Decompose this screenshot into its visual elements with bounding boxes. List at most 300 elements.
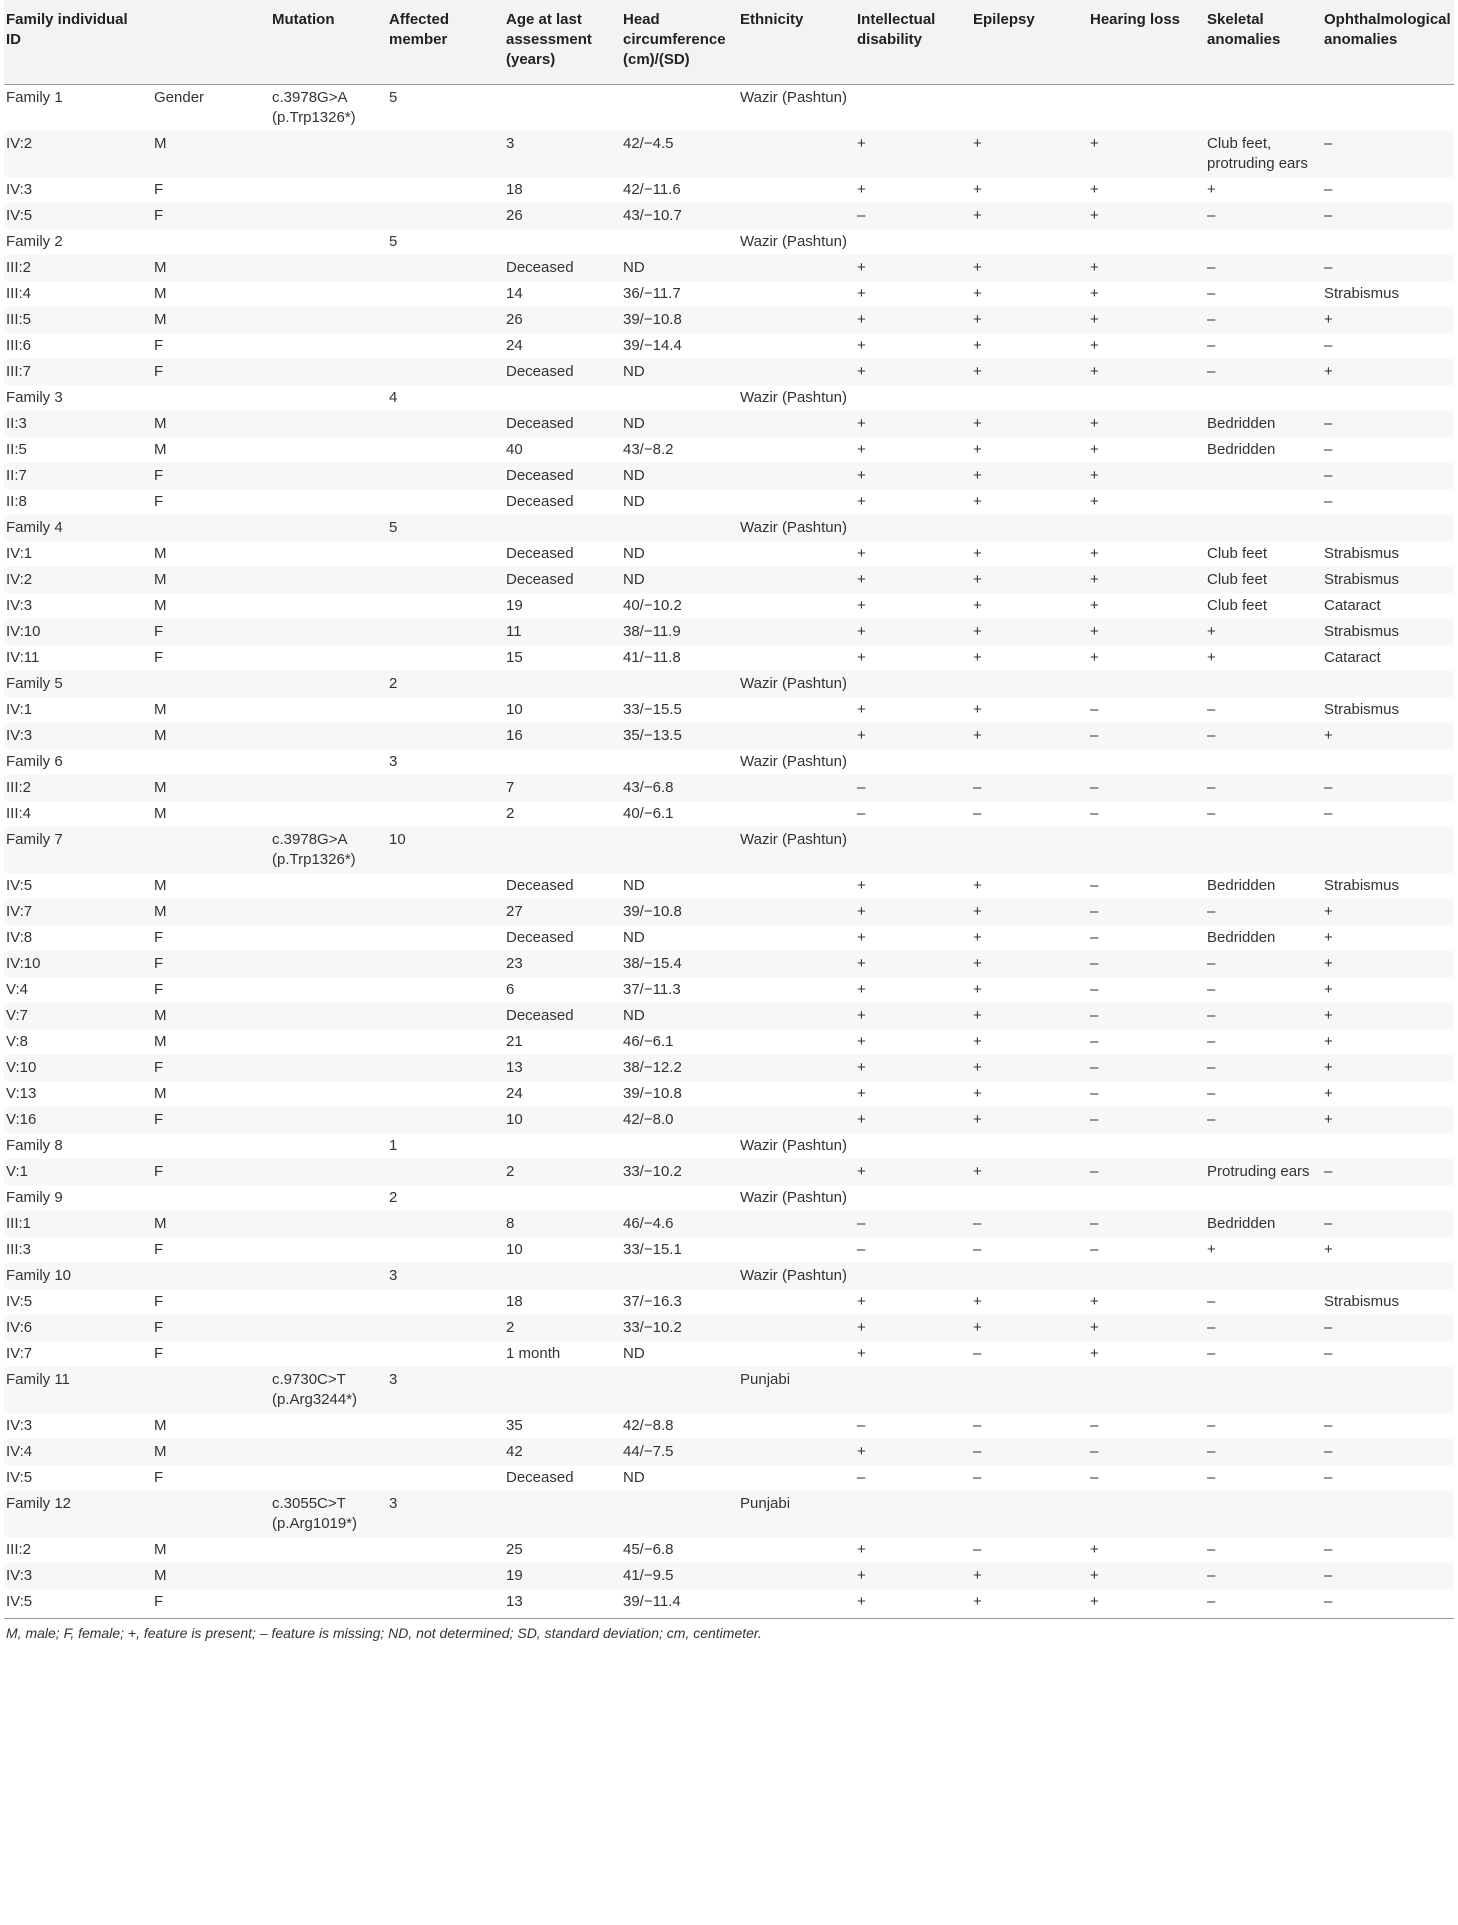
table-cell (152, 515, 270, 541)
table-cell: – (1090, 981, 1099, 998)
table-cell (387, 1003, 504, 1029)
column-header: Affected member (387, 0, 504, 85)
table-row (4, 1289, 1454, 1315)
table-cell: + (855, 131, 971, 177)
table-cell: + (971, 723, 1088, 749)
table-cell: F (152, 1315, 270, 1341)
table-cell: – (1322, 255, 1454, 281)
table-cell (270, 385, 387, 411)
table-cell: + (857, 1541, 866, 1558)
table-cell (152, 671, 270, 697)
table-cell (270, 899, 387, 925)
table-cell: IV:10 (4, 951, 152, 977)
table-cell: – (1090, 1417, 1099, 1434)
table-cell (387, 1537, 504, 1563)
table-row (4, 1315, 1454, 1341)
table-cell: Family 2 (6, 233, 63, 250)
table-cell: 35/−13.5 (621, 723, 738, 749)
table-cell (387, 1315, 504, 1341)
table-cell (738, 1589, 855, 1619)
table-cell: Deceased (506, 545, 574, 562)
table-cell (855, 749, 971, 775)
table-cell: V:10 (4, 1055, 152, 1081)
table-cell: 41/−9.5 (621, 1563, 738, 1589)
table-cell: Deceased (504, 1003, 621, 1029)
table-cell (270, 1133, 387, 1159)
table-cell: + (1322, 1107, 1454, 1133)
table-cell: ND (623, 545, 645, 562)
table-cell: + (1090, 493, 1099, 510)
table-cell (387, 281, 504, 307)
table-cell: c.9730C>T (p.Arg3244*) (270, 1367, 387, 1413)
table-cell: M (154, 441, 167, 458)
table-cell: IV:3 (6, 1417, 33, 1434)
table-cell (1322, 749, 1454, 775)
table-cell (387, 1055, 504, 1081)
table-cell (738, 307, 855, 333)
table-cell: + (1322, 951, 1454, 977)
table-cell (1205, 1367, 1322, 1413)
column-header: Ophthalmological anomalies (1322, 0, 1454, 85)
table-cell (1205, 1133, 1322, 1159)
table-cell: F (154, 929, 164, 946)
table-cell (1322, 1263, 1454, 1289)
table-cell: + (971, 359, 1088, 385)
table-cell: + (973, 337, 982, 354)
table-cell: 46/−4.6 (621, 1211, 738, 1237)
table-cell (1088, 1491, 1205, 1537)
table-cell (738, 1413, 855, 1439)
table-cell: – (1207, 1085, 1216, 1102)
table-cell: – (1205, 951, 1322, 977)
table-cell (1088, 1185, 1205, 1211)
table-cell: 6 (506, 981, 515, 998)
table-cell: Family 12 (4, 1491, 152, 1537)
table-cell: + (971, 463, 1088, 489)
table-cell: ND (623, 929, 645, 946)
table-cell: + (857, 1345, 866, 1362)
table-cell: – (1090, 1033, 1099, 1050)
table-cell: Deceased (506, 493, 574, 510)
table-cell: 10 (506, 701, 523, 718)
table-cell (738, 1107, 855, 1133)
table-cell (387, 255, 504, 281)
table-cell: 1 (389, 1137, 398, 1154)
table-cell (387, 203, 504, 229)
table-row (4, 977, 1454, 1003)
table-cell: ND (623, 877, 645, 894)
table-cell: + (1322, 359, 1454, 385)
table-cell: M (152, 1211, 270, 1237)
table-cell: 39/−11.4 (621, 1589, 738, 1619)
table-cell (270, 1537, 387, 1563)
table-cell: – (1205, 1439, 1322, 1465)
table-cell (971, 1491, 1088, 1537)
table-cell: 37/−11.3 (623, 981, 681, 998)
table-cell: ND (623, 1469, 645, 1486)
table-cell (738, 567, 855, 593)
table-cell (387, 1563, 504, 1589)
table-cell: + (855, 567, 971, 593)
table-cell: Strabismus (1324, 877, 1400, 894)
table-cell: 3 (387, 1263, 504, 1289)
table-cell: F (152, 951, 270, 977)
table-cell (971, 1185, 1088, 1211)
table-cell: ND (621, 463, 738, 489)
table-cell: + (857, 701, 866, 718)
table-cell: Punjabi (738, 1491, 855, 1537)
table-cell (270, 567, 387, 593)
table-cell: – (1322, 1315, 1454, 1341)
table-cell: Deceased (504, 567, 621, 593)
table-cell: F (152, 1055, 270, 1081)
table-cell: + (971, 1315, 1088, 1341)
table-header-row (4, 0, 1454, 85)
table-cell (1088, 385, 1205, 411)
table-cell: Deceased (506, 877, 574, 894)
table-cell: Family 9 (6, 1189, 63, 1206)
table-cell (270, 229, 387, 255)
table-row (4, 1341, 1454, 1367)
table-cell (387, 1413, 504, 1439)
table-cell: 43/−6.8 (621, 775, 738, 801)
table-cell: Wazir (Pashtun) (740, 1189, 847, 1206)
table-cell: + (855, 1589, 971, 1619)
table-cell: + (1088, 1589, 1205, 1619)
table-cell: V:13 (6, 1085, 37, 1102)
table-row (4, 1055, 1454, 1081)
table-cell (971, 749, 1088, 775)
table-cell: + (855, 411, 971, 437)
table-cell: Strabismus (1324, 545, 1400, 562)
table-cell: 40 (506, 441, 523, 458)
table-cell: + (971, 1055, 1088, 1081)
table-cell: ND (621, 567, 738, 593)
table-cell (738, 281, 855, 307)
table-cell (738, 697, 855, 723)
table-cell (387, 541, 504, 567)
table-cell: + (855, 1003, 971, 1029)
table-cell (738, 1029, 855, 1055)
table-cell (621, 85, 738, 132)
table-cell: + (1322, 899, 1454, 925)
clinical-features-table (4, 0, 1454, 1619)
table-cell: – (1207, 285, 1216, 302)
table-cell: + (973, 1033, 982, 1050)
table-cell: – (1322, 1589, 1454, 1619)
table-cell: – (857, 1241, 866, 1258)
table-cell: 3 (387, 1491, 504, 1537)
table-row (4, 1211, 1454, 1237)
table-cell: 2 (504, 1315, 621, 1341)
table-cell: + (973, 1293, 982, 1310)
table-cell (152, 1185, 270, 1211)
table-cell: – (1205, 1315, 1322, 1341)
table-cell: 2 (506, 805, 515, 822)
table-cell (855, 515, 971, 541)
table-cell: II:8 (6, 493, 27, 510)
table-cell: + (1324, 1033, 1333, 1050)
table-cell (738, 1537, 855, 1563)
table-cell: M (154, 805, 167, 822)
column-header: Age at last assessment (years) (504, 0, 621, 85)
table-cell: 36/−11.7 (623, 285, 681, 302)
table-cell: – (1090, 877, 1099, 894)
table-cell: – (1207, 1469, 1216, 1486)
table-cell (738, 177, 855, 203)
table-row (4, 749, 1454, 775)
table-cell: – (1207, 1345, 1216, 1362)
table-cell: + (855, 1159, 971, 1185)
table-cell (738, 463, 855, 489)
table-row (4, 203, 1454, 229)
table-cell: + (973, 545, 982, 562)
table-cell: + (857, 981, 866, 998)
table-cell (387, 619, 504, 645)
table-cell: + (857, 337, 866, 354)
table-cell: Wazir (Pashtun) (738, 827, 855, 873)
table-cell (270, 645, 387, 671)
table-cell: – (1322, 463, 1454, 489)
table-cell: 5 (387, 515, 504, 541)
table-cell: + (857, 285, 866, 302)
table-cell: – (1322, 1439, 1454, 1465)
table-cell (1205, 489, 1322, 515)
table-cell: Bedridden (1205, 411, 1322, 437)
table-cell: Family 5 (4, 671, 152, 697)
table-cell: IV:7 (4, 899, 152, 925)
table-cell: – (1088, 1159, 1205, 1185)
table-cell (1205, 229, 1322, 255)
table-cell (1205, 1263, 1322, 1289)
table-cell: Wazir (Pashtun) (740, 89, 847, 106)
table-cell: F (152, 203, 270, 229)
table-cell (387, 567, 504, 593)
table-cell: 39/−10.8 (621, 307, 738, 333)
table-cell: 33/−10.2 (621, 1159, 738, 1185)
table-row (4, 567, 1454, 593)
table-cell (1088, 1263, 1205, 1289)
table-cell: – (857, 805, 866, 822)
table-cell: – (971, 1439, 1088, 1465)
table-cell: Bedridden (1205, 1211, 1322, 1237)
table-cell: – (1324, 805, 1333, 822)
table-cell (621, 671, 738, 697)
table-cell (270, 925, 387, 951)
table-cell: IV:3 (4, 1563, 152, 1589)
table-row (4, 951, 1454, 977)
table-cell: Deceased (506, 1469, 574, 1486)
table-cell: M (152, 567, 270, 593)
table-cell: Strabismus (1324, 1293, 1400, 1310)
table-cell: + (973, 1085, 982, 1102)
table-cell: M (152, 131, 270, 177)
table-cell: 19 (506, 597, 523, 614)
table-cell: + (973, 701, 982, 718)
table-row (4, 1589, 1454, 1619)
table-cell: – (1207, 981, 1216, 998)
table-cell: + (971, 951, 1088, 977)
table-cell: – (855, 775, 971, 801)
table-cell: – (1090, 701, 1099, 718)
table-cell (738, 645, 855, 671)
table-cell: V:7 (4, 1003, 152, 1029)
table-cell: + (857, 181, 866, 198)
table-cell: – (1205, 1003, 1322, 1029)
table-cell: – (1088, 1055, 1205, 1081)
table-cell (387, 437, 504, 463)
table-cell (504, 1367, 621, 1413)
table-cell: + (855, 1315, 971, 1341)
table-cell: 33/−10.2 (621, 1315, 738, 1341)
table-cell (1088, 1367, 1205, 1413)
table-cell: + (973, 597, 982, 614)
table-cell: + (1324, 981, 1333, 998)
table-cell (738, 873, 855, 899)
table-cell: Bedridden (1207, 929, 1276, 946)
table-cell: + (1088, 619, 1205, 645)
table-cell: + (971, 307, 1088, 333)
table-cell (270, 1263, 387, 1289)
table-cell: + (1324, 1085, 1333, 1102)
table-cell: 21 (506, 1033, 523, 1050)
table-cell: + (1090, 337, 1099, 354)
table-cell (504, 827, 621, 873)
table-cell: 3 (387, 1367, 504, 1413)
table-cell: 2 (387, 671, 504, 697)
table-cell: – (1324, 181, 1333, 198)
table-cell (1205, 85, 1322, 132)
table-cell (270, 951, 387, 977)
table-cell: + (855, 1107, 971, 1133)
table-cell: M (154, 597, 167, 614)
table-cell (738, 1081, 855, 1107)
table-cell (738, 255, 855, 281)
table-cell: Wazir (Pashtun) (740, 233, 847, 250)
table-row (4, 333, 1454, 359)
table-cell (1322, 515, 1454, 541)
table-cell: 18 (506, 1293, 523, 1310)
table-cell (270, 1081, 387, 1107)
table-cell: V:16 (4, 1107, 152, 1133)
table-cell: 38/−11.9 (621, 619, 738, 645)
table-cell (621, 1263, 738, 1289)
table-cell: M (152, 255, 270, 281)
table-cell: Protruding ears (1205, 1159, 1322, 1185)
table-cell (387, 723, 504, 749)
table-cell (1088, 671, 1205, 697)
table-row (4, 899, 1454, 925)
table-cell: – (1205, 203, 1322, 229)
table-cell: IV:5 (4, 203, 152, 229)
table-cell (387, 593, 504, 619)
table-cell: – (1324, 441, 1333, 458)
table-cell: c.3978G>A (p.Trp1326*) (272, 89, 356, 126)
table-cell: 5 (389, 233, 398, 250)
table-cell: – (1205, 1589, 1322, 1619)
table-row (4, 1029, 1454, 1055)
table-row (4, 411, 1454, 437)
table-cell: + (855, 1055, 971, 1081)
table-cell (270, 437, 387, 463)
table-cell (1322, 1185, 1454, 1211)
table-cell: 42/−8.0 (621, 1107, 738, 1133)
table-cell: – (1322, 411, 1454, 437)
table-cell: + (855, 723, 971, 749)
table-cell: Family 6 (6, 753, 63, 770)
table-cell: + (1090, 597, 1099, 614)
table-cell: + (855, 255, 971, 281)
table-cell: III:4 (6, 285, 32, 302)
table-cell (387, 489, 504, 515)
table-cell: Club feet (1205, 567, 1322, 593)
table-cell: – (1088, 951, 1205, 977)
table-cell (738, 1055, 855, 1081)
table-cell: IV:5 (6, 1293, 33, 1310)
table-cell: 2 (389, 1189, 398, 1206)
table-cell (387, 463, 504, 489)
table-cell (738, 977, 855, 1003)
table-cell: – (1090, 1469, 1099, 1486)
table-cell: IV:1 (6, 701, 33, 718)
table-cell (270, 619, 387, 645)
table-cell: 45/−6.8 (623, 1541, 674, 1558)
table-cell: M (152, 723, 270, 749)
table-cell (270, 1237, 387, 1263)
table-cell: 16 (504, 723, 621, 749)
table-cell: Punjabi (738, 1367, 855, 1413)
table-cell (738, 951, 855, 977)
table-row (4, 645, 1454, 671)
table-cell (855, 85, 971, 132)
table-cell: F (152, 1589, 270, 1619)
table-cell: M (152, 1563, 270, 1589)
table-row (4, 463, 1454, 489)
table-cell: – (1207, 1293, 1216, 1310)
table-cell (971, 515, 1088, 541)
table-cell (270, 977, 387, 1003)
table-cell (971, 671, 1088, 697)
table-cell (738, 489, 855, 515)
table-cell: + (973, 981, 982, 998)
table-cell: + (1090, 181, 1099, 198)
table-cell: III:1 (4, 1211, 152, 1237)
table-cell (270, 1107, 387, 1133)
table-cell: + (1088, 1563, 1205, 1589)
table-cell: – (1322, 1211, 1454, 1237)
table-cell: F (154, 981, 164, 998)
table-cell: M (154, 1033, 167, 1050)
table-cell (504, 749, 621, 775)
table-cell (152, 1133, 270, 1159)
table-cell: 25 (506, 1541, 523, 1558)
table-cell (738, 203, 855, 229)
table-cell (1088, 229, 1205, 255)
table-cell (1322, 1367, 1454, 1413)
table-cell (387, 1439, 504, 1465)
table-cell: – (1090, 929, 1099, 946)
table-cell: Wazir (Pashtun) (740, 389, 847, 406)
table-cell (504, 1491, 621, 1537)
table-cell: – (1205, 723, 1322, 749)
table-cell (387, 1081, 504, 1107)
table-cell: – (1205, 1107, 1322, 1133)
table-cell (270, 1055, 387, 1081)
table-cell: 10 (506, 1241, 523, 1258)
table-row (4, 723, 1454, 749)
table-row (4, 1439, 1454, 1465)
table-cell: – (1090, 1241, 1099, 1258)
